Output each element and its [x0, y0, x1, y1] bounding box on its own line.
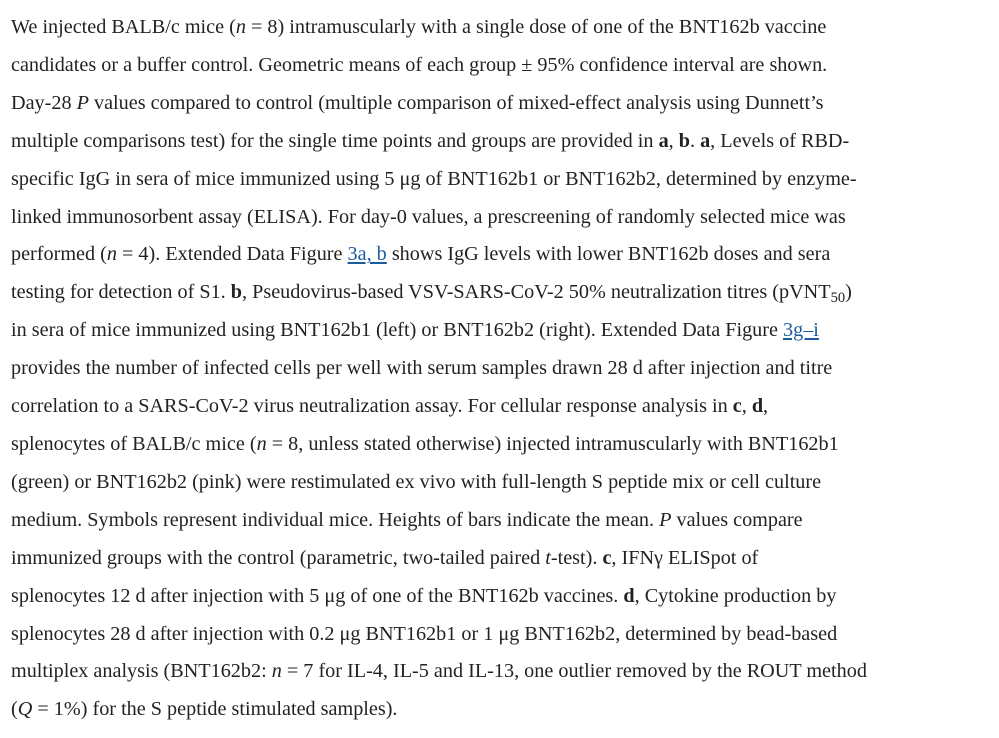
panel-label-b: b — [678, 129, 690, 152]
caption-line-1: We injected BALB/c mice (n = 8) intramuscularly with a single dose of one of the BNT162b vaccine — [11, 16, 827, 38]
caption-line-15: immunized groups with the control (parametric, two-tailed paired t-test). c, IFNγ ELISpot of — [11, 546, 759, 569]
caption-line-3: Day-28 P values compared to control (multiple comparison of mixed-effect analysis using Dunnett’s — [11, 91, 824, 114]
italic-p: P — [76, 91, 89, 114]
panel-label-d: d — [623, 584, 635, 607]
extended-data-figure-3ab-link[interactable]: 3a, b — [347, 243, 387, 266]
panel-label-a: a — [700, 129, 711, 152]
panel-label-d: d — [751, 395, 764, 418]
panel-label-c: c — [732, 395, 742, 418]
extended-data-figure-3g-i-link[interactable]: 3g–i — [783, 319, 819, 342]
caption-line-13: (green) or BNT162b2 (pink) were restimulated ex vivo with full-length S peptide mix or cell culture — [11, 470, 822, 493]
subscript-50: 50 — [830, 290, 846, 307]
caption-line-19: (Q = 1%) for the S peptide stimulated samples). — [11, 698, 398, 721]
italic-n: n — [271, 660, 282, 683]
caption-line-10: provides the number of infected cells per well with serum samples drawn 28 d after injection and titre — [11, 357, 833, 380]
caption-line-7: performed (n = 4). Extended Data Figure 3a, b shows IgG levels with lower BNT162b doses and sera — [11, 243, 831, 266]
italic-q: Q — [17, 698, 33, 721]
panel-label-b: b — [230, 281, 243, 304]
caption-line-12: splenocytes of BALB/c mice (n = 8, unless stated otherwise) injected intramuscularly with BNT162b1 — [11, 432, 839, 455]
italic-n: n — [256, 432, 267, 455]
caption-line-17: splenocytes 28 d after injection with 0.2 μg BNT162b1 or 1 μg BNT162b2, determined by bead-based — [11, 622, 838, 645]
caption-line-16: splenocytes 12 d after injection with 5 μg of one of the BNT162b vaccines. d, Cytokine production by — [11, 584, 837, 607]
caption-line-6: linked immunosorbent assay (ELISA). For day-0 values, a prescreening of randomly selected mice was — [11, 205, 846, 228]
caption-line-14: medium. Symbols represent individual mice. Heights of bars indicate the mean. P values compare — [11, 508, 803, 531]
italic-p: P — [659, 508, 672, 531]
italic-t: t — [545, 546, 551, 569]
caption-line-2: candidates or a buffer control. Geometric means of each group ± 95% confidence interval are shown. — [11, 53, 828, 76]
caption-line-8: testing for detection of S1. b, Pseudovirus-based VSV-SARS-CoV-2 50% neutralization titres (pVNT$_{50}$) — [11, 281, 852, 307]
panel-label-c: c — [602, 546, 612, 569]
caption-line-18: multiplex analysis (BNT162b2: n = 7 for IL-4, IL-5 and IL-13, one outlier removed by the ROUT method — [11, 660, 867, 683]
caption-line-4: multiple comparisons test) for the single time points and groups are provided in a, b. a, Levels of RBD- — [11, 129, 850, 152]
caption-line-5: specific IgG in sera of mice immunized using 5 μg of BNT162b1 or BNT162b2, determined by enzyme- — [11, 167, 857, 190]
italic-n: n — [106, 243, 117, 266]
panel-label-a: a — [658, 129, 669, 152]
italic-n: n — [235, 16, 246, 38]
caption-line-9: in sera of mice immunized using BNT162b1 (left) or BNT162b2 (right). Extended Data Figure 3g–i — [11, 319, 819, 342]
caption-line-11: correlation to a SARS-CoV-2 virus neutralization assay. For cellular response analysis in c, d, — [11, 395, 769, 418]
